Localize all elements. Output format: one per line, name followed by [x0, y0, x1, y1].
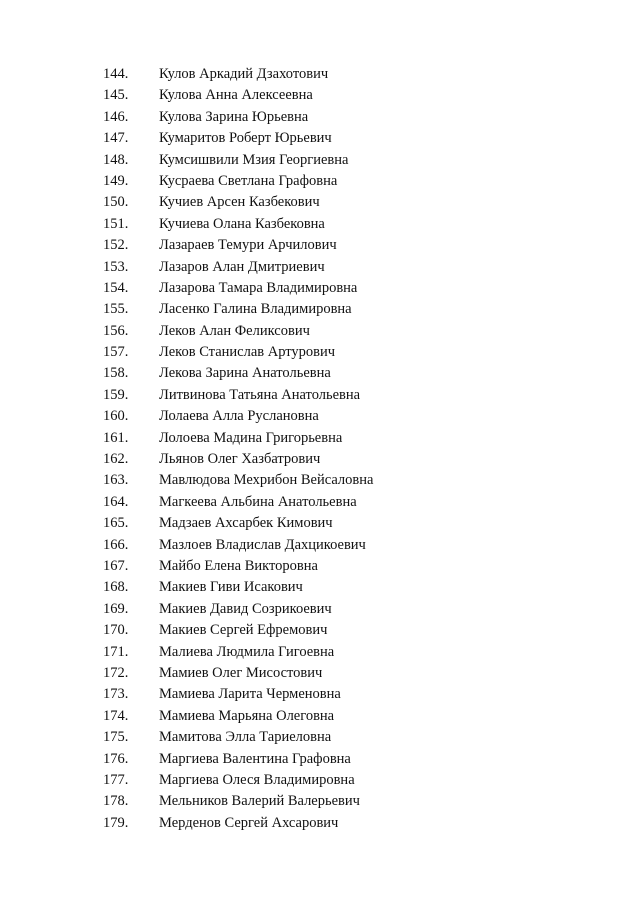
- list-item: [103, 235, 373, 256]
- entry-name: Макиев Давид Созрикоевич: [159, 600, 332, 617]
- list-item: [103, 385, 373, 406]
- entry-name: Лазарова Тамара Владимировна: [159, 279, 358, 296]
- entry-name: Льянов Олег Хазбатрович: [159, 451, 321, 468]
- list-item: [103, 128, 373, 149]
- list-item: [103, 299, 373, 320]
- entry-name: Леков Станислав Артурович: [159, 344, 336, 361]
- entry-number: 163.: [103, 472, 129, 489]
- list-item: [103, 85, 373, 106]
- entry-number: 157.: [103, 344, 129, 361]
- list-item: [103, 770, 373, 791]
- list-item: [103, 749, 373, 770]
- entry-name: Кучиев Арсен Казбекович: [159, 194, 320, 211]
- entry-name: Мельников Валерий Валерьевич: [159, 793, 360, 810]
- entry-name: Кумсишвили Мзия Георгиевна: [159, 151, 349, 168]
- entry-number: 165.: [103, 515, 129, 532]
- list-item: [103, 257, 373, 278]
- entry-name: Мамиев Олег Мисостович: [159, 664, 323, 681]
- entry-number: 159.: [103, 386, 129, 403]
- list-item: [103, 706, 373, 727]
- entry-name: Лолаева Алла Руслановна: [159, 408, 319, 425]
- list-item: [103, 449, 373, 470]
- entry-number: 173.: [103, 686, 129, 703]
- entry-number: 179.: [103, 814, 129, 831]
- entry-name: Мамиева Ларита Черменовна: [159, 686, 341, 703]
- entry-number: 147.: [103, 130, 129, 147]
- entry-name: Мазлоев Владислав Дахцикоевич: [159, 536, 366, 553]
- entry-name: Кумаритов Роберт Юрьевич: [159, 130, 332, 147]
- entry-number: 144.: [103, 66, 129, 82]
- list-item: [103, 192, 373, 213]
- entry-number: 170.: [103, 622, 129, 639]
- entry-number: 158.: [103, 365, 129, 382]
- list-item: [103, 278, 373, 299]
- list-item: [103, 171, 373, 192]
- list-item: [103, 535, 373, 556]
- entry-number: 160.: [103, 408, 129, 425]
- list-item: [103, 813, 373, 834]
- list-item: [103, 791, 373, 812]
- list-item: [103, 663, 373, 684]
- entry-number: 162.: [103, 451, 129, 468]
- list-item: [103, 599, 373, 620]
- entry-name: Мамитова Элла Тариеловна: [159, 729, 332, 746]
- list-item: [103, 620, 373, 641]
- entry-number: 156.: [103, 322, 129, 339]
- entry-number: 161.: [103, 429, 129, 446]
- entry-name: Макиев Сергей Ефремович: [159, 622, 328, 639]
- list-item: [103, 492, 373, 513]
- entry-name: Мадзаев Ахсарбек Кимович: [159, 515, 333, 532]
- entry-name: Литвинова Татьяна Анатольевна: [159, 386, 361, 403]
- entry-number: 176.: [103, 750, 129, 767]
- entry-number: 172.: [103, 664, 129, 681]
- list-item: [103, 321, 373, 342]
- list-item: [103, 684, 373, 705]
- entry-name: Кулов Аркадий Дзахотович: [159, 66, 329, 82]
- entry-name: Кучиева Олана Казбековна: [159, 215, 325, 232]
- entry-number: 154.: [103, 279, 129, 296]
- entry-name: Майбо Елена Викторовна: [159, 557, 318, 574]
- list-item: [103, 406, 373, 427]
- entry-name: Макиев Гиви Исакович: [159, 579, 303, 596]
- list-item: [103, 556, 373, 577]
- entry-number: 146.: [103, 108, 129, 125]
- entry-number: 148.: [103, 151, 129, 168]
- entry-name: Маргиева Олеся Владимировна: [159, 771, 355, 788]
- entry-number: 155.: [103, 301, 129, 318]
- entry-number: 150.: [103, 194, 129, 211]
- entry-name: Малиева Людмила Гигоевна: [159, 643, 335, 660]
- entry-number: 168.: [103, 579, 129, 596]
- entry-number: 153.: [103, 258, 129, 275]
- entry-number: 174.: [103, 707, 129, 724]
- entry-name: Кулова Зарина Юрьевна: [159, 108, 309, 125]
- list-item: [103, 513, 373, 534]
- entry-name: Кулова Анна Алексеевна: [159, 87, 313, 104]
- entry-name: Лолоева Мадина Григорьевна: [159, 429, 343, 446]
- entry-number: 167.: [103, 557, 129, 574]
- entry-number: 149.: [103, 172, 129, 189]
- entry-name: Мерденов Сергей Ахсарович: [159, 814, 339, 831]
- entry-name: Ласенко Галина Владимировна: [159, 301, 352, 318]
- entry-number: 177.: [103, 771, 129, 788]
- entry-number: 151.: [103, 215, 129, 232]
- list-item: [103, 642, 373, 663]
- entry-number: 178.: [103, 793, 129, 810]
- name-list: [103, 64, 373, 834]
- entry-name: Лазаров Алан Дмитриевич: [159, 258, 325, 275]
- entry-name: Лекова Зарина Анатольевна: [159, 365, 331, 382]
- list-item: [103, 363, 373, 384]
- list-item: [103, 428, 373, 449]
- entry-number: 169.: [103, 600, 129, 617]
- entry-name: Мамиева Марьяна Олеговна: [159, 707, 335, 724]
- entry-name: Леков Алан Феликсович: [159, 322, 310, 339]
- list-item: [103, 150, 373, 171]
- entry-name: Мавлюдова Мехрибон Вейсаловна: [159, 472, 374, 489]
- entry-number: 164.: [103, 493, 129, 510]
- list-item: [103, 342, 373, 363]
- list-item: [103, 577, 373, 598]
- list-item: [103, 470, 373, 491]
- list-item: [103, 214, 373, 235]
- list-item: [103, 107, 373, 128]
- entry-number: 175.: [103, 729, 129, 746]
- entry-number: 171.: [103, 643, 129, 660]
- entry-name: Кусраева Светлана Графовна: [159, 172, 338, 189]
- entry-number: 145.: [103, 87, 129, 104]
- list-item: [103, 727, 373, 748]
- list-item: [103, 64, 373, 85]
- entry-number: 166.: [103, 536, 129, 553]
- entry-name: Лазараев Темури Арчилович: [159, 237, 337, 254]
- entry-name: Магкеева Альбина Анатольевна: [159, 493, 357, 510]
- entry-number: 152.: [103, 237, 129, 254]
- entry-name: Маргиева Валентина Графовна: [159, 750, 351, 767]
